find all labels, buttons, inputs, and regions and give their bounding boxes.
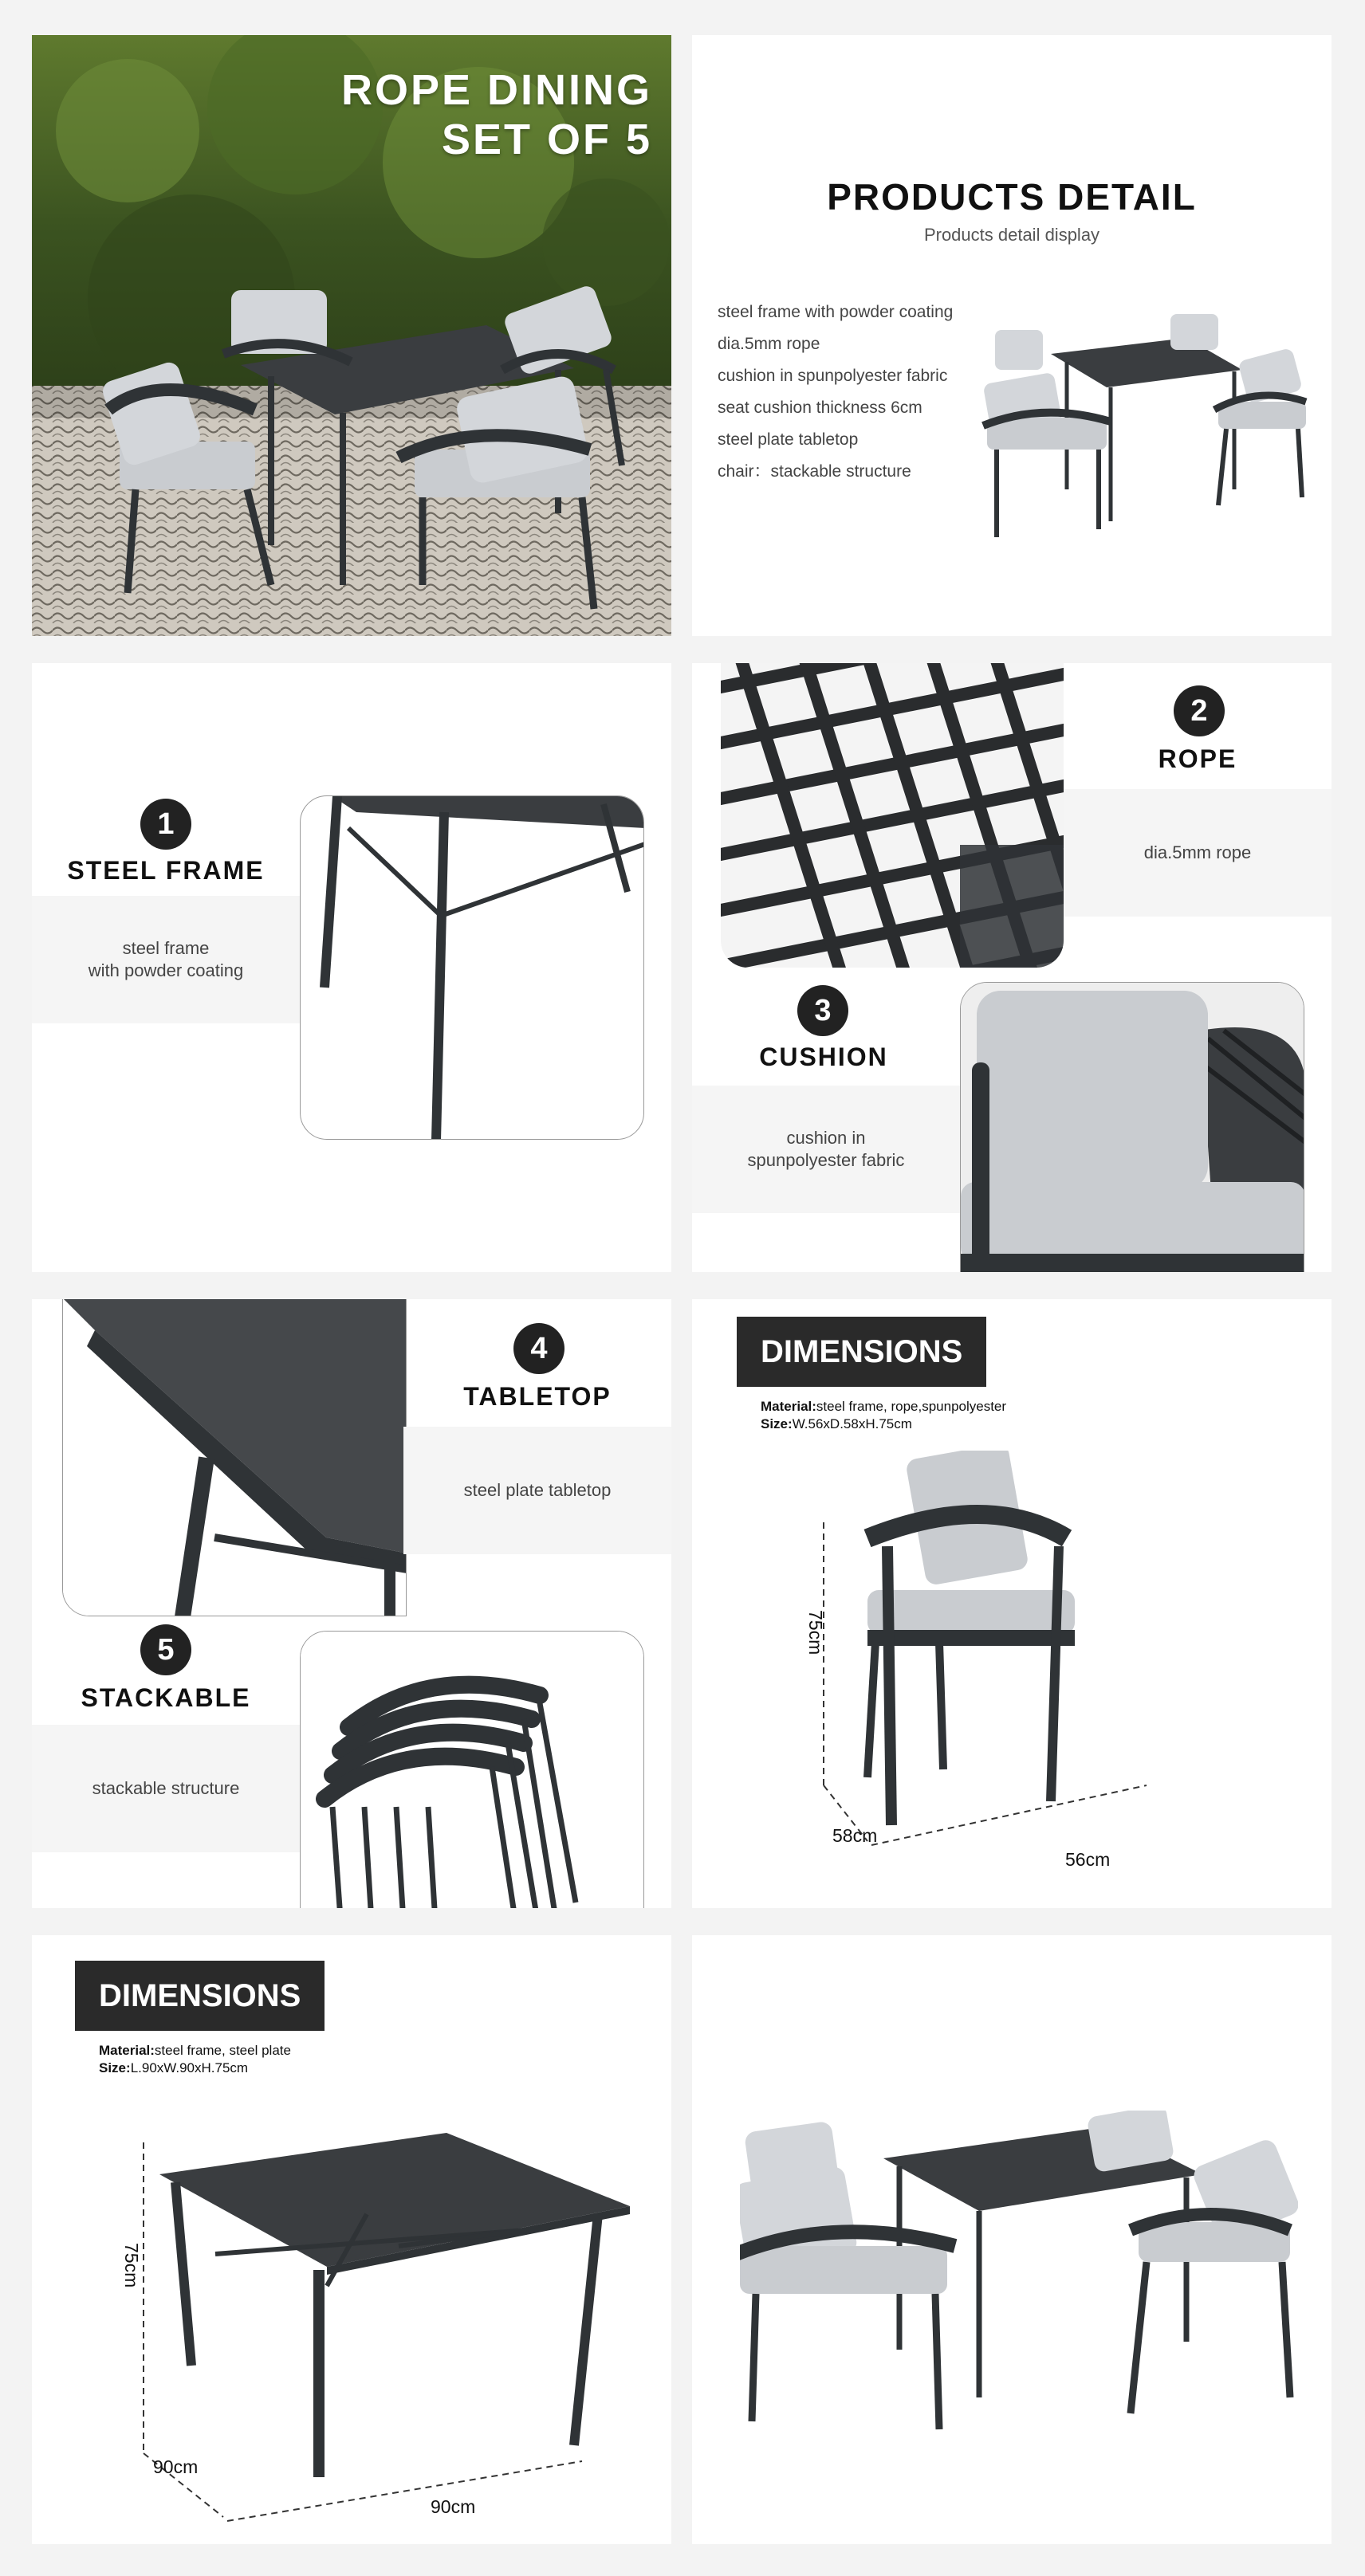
stackable-desc-band (32, 1725, 300, 1852)
feature-number-5: 5 (140, 1624, 191, 1675)
chair-depth-label: 58cm (832, 1825, 878, 1846)
table-spec (99, 2042, 291, 2077)
rope-cushion-panel (692, 663, 1332, 1272)
table-depth-label: 90cm (153, 2456, 199, 2477)
steel-frame-desc-band (32, 896, 300, 1023)
full-set-panel (692, 1935, 1332, 2544)
rope-weave-image (721, 663, 1064, 968)
hero-photo-panel (32, 35, 671, 636)
hero-title-line1: ROPE DINING (340, 66, 652, 114)
full-set-illustration (740, 2111, 1298, 2445)
stackable-closeup (300, 1631, 644, 1908)
feature-item: cushion in spunpolyester fabric (718, 367, 948, 385)
tabletop-image (63, 1299, 407, 1616)
rope-desc: dia.5mm rope (1143, 842, 1252, 862)
hero-title-line2: SET OF 5 (441, 116, 652, 163)
steel-frame-image (301, 796, 644, 1140)
rope-closeup (721, 663, 1064, 968)
table-size-label: Size: (99, 2060, 131, 2075)
chair-spec (761, 1398, 1006, 1433)
hero-title (341, 65, 652, 164)
table-material-label: Material: (99, 2043, 155, 2058)
feature-item: dia.5mm rope (718, 335, 820, 353)
table-size-value: L.90xW.90xH.75cm (130, 2060, 249, 2075)
cushion-title: CUSHION (759, 1043, 888, 1071)
chair-material-label: Material: (761, 1399, 816, 1414)
feature-number-1: 1 (140, 799, 191, 850)
table-dimension-drawing (128, 2111, 638, 2525)
stackable-desc: stackable structure (92, 1778, 240, 1798)
chair-size-label: Size: (761, 1416, 793, 1431)
tabletop-title: TABLETOP (463, 1382, 612, 1411)
feature-item: steel frame with powder coating (718, 303, 954, 321)
cushion-image (961, 983, 1304, 1272)
rope-desc-band (1064, 789, 1332, 917)
chair-dimensions-panel (692, 1299, 1332, 1908)
cushion-desc-band (692, 1086, 960, 1213)
table-height-label: 75cm (121, 2243, 142, 2288)
steel-frame-closeup (300, 795, 644, 1140)
steel-frame-title: STEEL FRAME (67, 856, 265, 885)
chair-material-value: steel frame, rope,spunpolyester (816, 1399, 1007, 1414)
steel-frame-desc: steel frame with powder coating (88, 938, 244, 980)
table-dimensions-panel (32, 1935, 671, 2544)
feature-number-3: 3 (797, 985, 848, 1036)
tabletop-closeup (62, 1299, 407, 1616)
feature-list (718, 296, 953, 488)
feature-number-4: 4 (513, 1323, 564, 1374)
chair-width-label: 56cm (1065, 1849, 1111, 1870)
steel-frame-panel (32, 663, 671, 1272)
stackable-title: STACKABLE (81, 1683, 251, 1712)
products-detail-title: PRODUCTS DETAIL (827, 176, 1197, 218)
feature-item: seat cushion thickness 6cm (718, 399, 922, 417)
products-detail-panel (692, 35, 1332, 636)
tabletop-desc-band (403, 1427, 671, 1554)
table-width-label: 90cm (431, 2496, 476, 2517)
stackable-chairs-image (301, 1632, 644, 1908)
cushion-desc: cushion in spunpolyester fabric (747, 1128, 905, 1170)
feature-item: steel plate tabletop (718, 430, 859, 449)
dining-set-illustration (979, 298, 1314, 553)
rope-title: ROPE (1158, 744, 1237, 773)
chair-height-label: 75cm (805, 1610, 826, 1655)
chair-dimensions-heading: DIMENSIONS (737, 1317, 986, 1387)
feature-item: chair：stackable structure (718, 462, 911, 481)
chair-size-value: W.56xD.58xH.75cm (792, 1416, 912, 1431)
table-dimensions-heading: DIMENSIONS (75, 1961, 325, 2031)
table-material-value: steel frame, steel plate (154, 2043, 291, 2058)
products-detail-subtitle: Products detail display (923, 225, 1100, 245)
tabletop-desc: steel plate tabletop (463, 1480, 612, 1500)
cushion-closeup (960, 982, 1304, 1272)
feature-number-2: 2 (1174, 685, 1225, 736)
tabletop-stackable-panel (32, 1299, 671, 1908)
